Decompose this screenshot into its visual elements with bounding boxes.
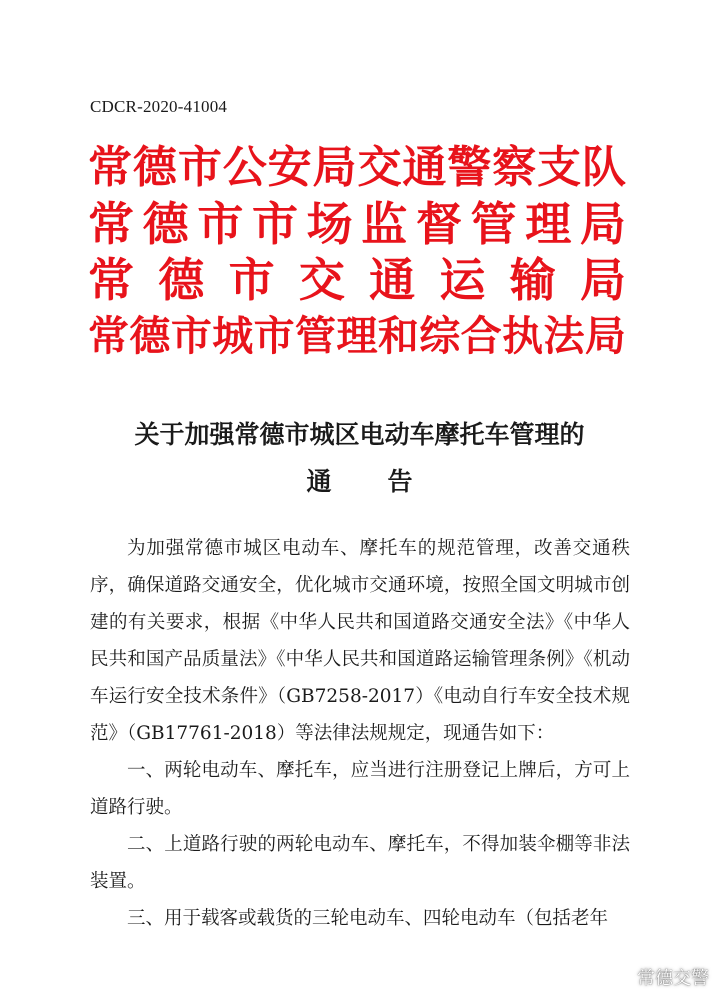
issuer-char: 执 [502,312,544,360]
notice-title-line1: 关于加强常德市城区电动车摩托车管理的 [134,420,585,449]
issuer-line [88,140,626,196]
issuer-char: 公 [222,142,267,193]
issuer-char: 常 [88,197,134,251]
paragraph: 为加强常德市城区电动车、摩托车的规范管理，改善交通秩序，确保道路交通安全，优化城市交通环境，按照全国文明城市创建的有关要求，根据《中华人民共和国道路交通安全法》《中华人民共和国产品质量法》《中华人民共和国道路运输管理条例》《机动车运行安全技术条件》（GB7258-2017）《电动自行车安全技术规范》（GB17761-2018）等法律法规规定，现通告如下： [90,538,630,744]
issuer-char: 理 [336,312,378,360]
issuer-char: 局 [579,197,626,251]
issuer-char: 常 [88,253,134,307]
issuer-char: 德 [132,142,177,193]
issuer-line [88,252,626,308]
issuer-line [88,308,626,364]
issuer-char: 输 [509,253,556,307]
issuer-char: 市 [177,142,222,193]
issuer-char: 法 [543,312,585,360]
issuer-char: 市 [170,312,212,360]
issuer-char: 监 [361,197,408,251]
issuer-char: 常 [88,312,129,360]
wechat-icon [605,966,631,988]
issuer-char: 城 [212,312,254,360]
issuer-char: 安 [267,142,312,193]
paragraph: 三、用于载客或载货的三轮电动车、四轮电动车（包括老年 [127,908,609,929]
issuer-char: 和 [377,312,419,360]
issuer-char: 德 [158,253,205,307]
issuer-char: 局 [584,312,626,360]
issuer-char: 常 [88,142,132,193]
issuer-char: 通 [369,253,416,307]
issuer-char: 警 [447,142,492,193]
issuer-char: 市 [253,312,295,360]
issuer-char: 管 [470,197,517,251]
paragraph: 二、上道路行驶的两轮电动车、摩托车，不得加装伞棚等非法装置。 [90,834,630,892]
issuer-char: 支 [537,142,582,193]
issuer-char: 市 [251,197,298,251]
watermark-text: 常德交警 [637,968,709,989]
issuer-char: 察 [492,142,537,193]
issuer-char: 交 [298,253,345,307]
issuer-char: 督 [415,197,462,251]
issuer-char: 德 [142,197,189,251]
issuer-block [88,140,626,364]
paragraph: 一、两轮电动车、摩托车，应当进行注册登记上牌后，方可上道路行驶。 [90,760,630,818]
issuer-char: 通 [402,142,447,193]
issuer-char: 场 [306,197,353,251]
issuer-char: 理 [525,197,572,251]
issuer-char: 局 [579,253,626,307]
watermark [605,964,709,990]
issuer-char: 合 [460,312,502,360]
body-text [90,530,630,937]
doc-number: CDCR-2020-41004 [90,97,228,116]
issuer-line [88,196,626,252]
issuer-char: 运 [439,253,486,307]
issuer-char: 德 [129,312,171,360]
issuer-char: 队 [581,142,626,193]
issuer-char: 综 [419,312,461,360]
notice-title-line2: 通告 [306,467,469,496]
issuer-char: 局 [312,142,357,193]
issuer-char: 管 [295,312,337,360]
issuer-char: 交 [357,142,402,193]
issuer-char: 市 [197,197,244,251]
issuer-char: 市 [228,253,275,307]
